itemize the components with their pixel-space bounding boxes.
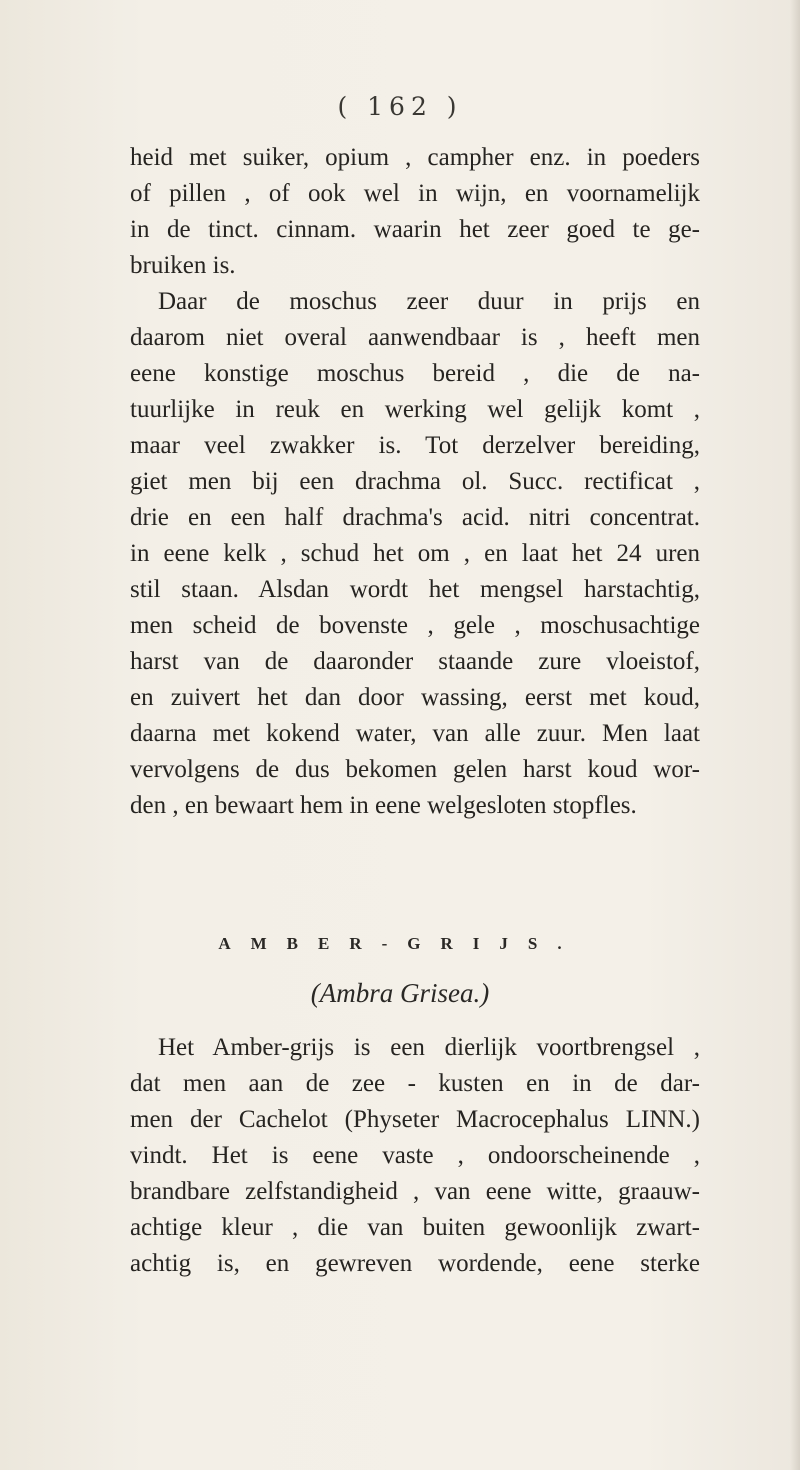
text-line: Het Amber-grijs is een dierlijk voortbrengsel , bbox=[158, 1034, 700, 1061]
text-line: den , en bewaart hem in eene welgesloten stopfles. bbox=[130, 792, 637, 819]
text-line: eene konstige moschus bereid , die de na- bbox=[130, 360, 700, 387]
text-line: tuurlijke in reuk en werking wel gelijk komt , bbox=[130, 396, 700, 423]
page-edge-shadow bbox=[790, 0, 800, 1470]
text-line: Daar de moschus zeer duur in prijs en bbox=[158, 288, 700, 315]
text-line: en zuivert het dan door wassing, eerst met koud, bbox=[130, 684, 700, 711]
text-line: men der Cachelot (Physeter Macrocephalus LINN.) bbox=[130, 1106, 700, 1133]
section-subheading: (Ambra Grisea.) bbox=[310, 978, 490, 1008]
text-line: stil staan. Alsdan wordt het mengsel harstachtig, bbox=[130, 576, 700, 603]
text-line: drie en een half drachma's acid. nitri concentrat. bbox=[130, 504, 700, 531]
text-line: giet men bij een drachma ol. Succ. rectificat , bbox=[130, 468, 700, 495]
text-line: vervolgens de dus bekomen gelen harst koud wor- bbox=[130, 756, 700, 783]
text-line: achtig is, en gewreven wordende, eene sterke bbox=[130, 1250, 700, 1277]
paragraph-continuation bbox=[130, 140, 700, 824]
text-line: bruiken is. bbox=[130, 252, 236, 279]
text-line: achtige kleur , die van buiten gewoonlijk zwart- bbox=[130, 1214, 700, 1241]
text-line: dat men aan de zee - kusten en in de dar- bbox=[130, 1070, 700, 1097]
text-line: harst van de daaronder staande zure vloeistof, bbox=[130, 648, 700, 675]
page-number: ( 162 ) bbox=[337, 92, 463, 121]
text-line: maar veel zwakker is. Tot derzelver bereiding, bbox=[130, 432, 700, 459]
text-line: men scheid de bovenste , gele , moschusachtige bbox=[130, 612, 700, 639]
text-line: daarom niet overal aanwendbaar is , heeft men bbox=[130, 324, 700, 351]
text-line: of pillen , of ook wel in wijn, en voornamelijk bbox=[130, 180, 700, 207]
text-line: in de tinct. cinnam. waarin het zeer goed te ge- bbox=[130, 216, 700, 243]
paragraph-amber-grijs bbox=[130, 1030, 700, 1282]
text-line: brandbare zelfstandigheid , van eene witte, graauw- bbox=[130, 1178, 700, 1205]
text-line: daarna met kokend water, van alle zuur. Men laat bbox=[130, 720, 700, 747]
text-line: in eene kelk , schud het om , en laat het 24 uren bbox=[130, 540, 700, 567]
section-heading: AMBER-GRIJS. bbox=[218, 934, 582, 953]
text-line: vindt. Het is eene vaste , ondoorscheinende , bbox=[130, 1142, 700, 1169]
text-line: heid met suiker, opium , campher enz. in poeders bbox=[130, 144, 700, 171]
